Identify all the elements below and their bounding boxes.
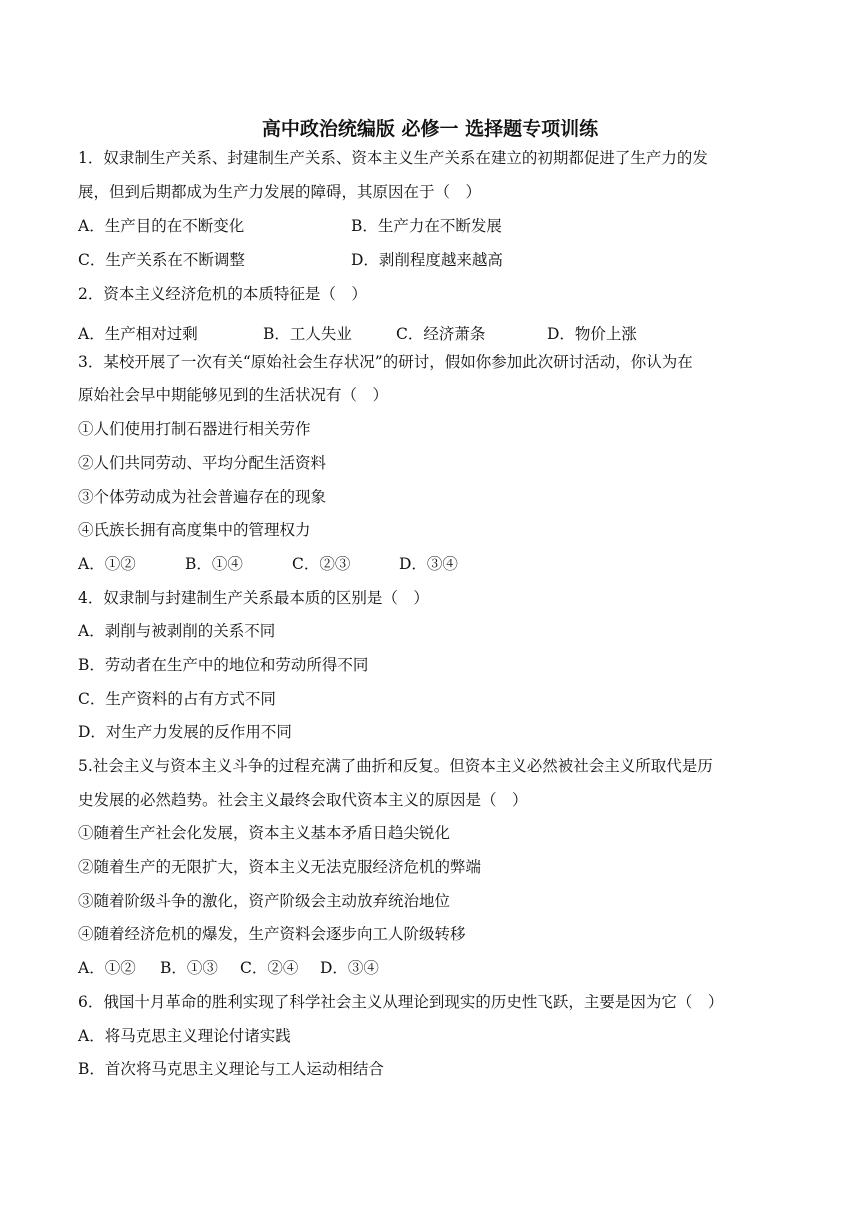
q5-stem-line1: 5.社会主义与资本主义斗争的过程充满了曲折和反复。但资本主义必然被社会主义所取代是历 (78, 757, 713, 775)
q3-option-c: C．②③ (292, 555, 351, 573)
q1-option-c: C．生产关系在不断调整 (78, 251, 245, 269)
q3-statement-1: ①人们使用打制石器进行相关劳作 (78, 420, 311, 438)
q4-option-b: B．劳动者在生产中的地位和劳动所得不同 (78, 656, 369, 674)
q2-stem-line1: 2．资本主义经济危机的本质特征是（ ） (78, 285, 367, 303)
q1-stem-line1: 1．奴隶制生产关系、封建制生产关系、资本主义生产关系在建立的初期都促进了生产力的发 (78, 149, 708, 167)
q5-statement-4: ④随着经济危机的爆发，生产资料会逐步向工人阶级转移 (78, 925, 466, 943)
q5-option-b: B．①③ (160, 959, 218, 977)
q3-statement-4: ④氏族长拥有高度集中的管理权力 (78, 521, 311, 539)
q6-option-b: B．首次将马克思主义理论与工人运动相结合 (78, 1060, 384, 1078)
q1-option-d: D．剥削程度越来越高 (351, 251, 503, 269)
q1-stem-line2: 展，但到后期都成为生产力发展的障碍，其原因在于（ ） (78, 183, 482, 201)
q3-option-d: D．③④ (399, 555, 458, 573)
q4-stem-line1: 4．奴隶制与封建制生产关系最本质的区别是（ ） (78, 589, 429, 607)
q6-option-a: A．将马克思主义理论付诸实践 (78, 1027, 291, 1045)
q5-statement-1: ①随着生产社会化发展，资本主义基本矛盾日趋尖锐化 (78, 824, 451, 842)
q3-option-b: B．①④ (185, 555, 243, 573)
q5-option-d: D．③④ (320, 959, 379, 977)
q5-option-a: A．①② (78, 959, 136, 977)
q2-option-a: A．生产相对过剩 (78, 325, 198, 343)
q3-statement-3: ③个体劳动成为社会普遍存在的现象 (78, 488, 327, 506)
q2-option-b: B．工人失业 (263, 325, 352, 343)
q1-option-b: B．生产力在不断发展 (351, 217, 502, 235)
q5-statement-3: ③随着阶级斗争的激化，资产阶级会主动放弃统治地位 (78, 892, 451, 910)
q4-option-d: D．对生产力发展的反作用不同 (78, 723, 292, 741)
q4-option-a: A．剥削与被剥削的关系不同 (78, 622, 276, 640)
page-title: 高中政治统编版 必修一 选择题专项训练 (261, 118, 599, 140)
q3-statement-2: ②人们共同劳动、平均分配生活资料 (78, 454, 327, 472)
q5-option-c: C．②④ (240, 959, 299, 977)
q5-statement-2: ②随着生产的无限扩大，资本主义无法克服经济危机的弊端 (78, 858, 482, 876)
q3-stem-line2: 原始社会早中期能够见到的生活状况有（ ） (78, 386, 389, 404)
q2-option-c: C．经济萧条 (396, 325, 486, 343)
q6-stem-line1: 6．俄国十月革命的胜利实现了科学社会主义从理论到现实的历史性飞跃，主要是因为它（ ） (78, 993, 724, 1011)
q2-option-d: D．物价上涨 (547, 325, 637, 343)
q1-option-a: A．生产目的在不断变化 (78, 217, 245, 235)
q3-option-a: A．①② (78, 555, 136, 573)
q3-stem-line1: 3．某校开展了一次有关“原始社会生存状况”的研讨，假如你参加此次研讨活动，你认为在 (78, 353, 693, 371)
q4-option-c: C．生产资料的占有方式不同 (78, 690, 276, 708)
q5-stem-line2: 史发展的必然趋势。社会主义最终会取代资本主义的原因是（ ） (78, 791, 528, 809)
